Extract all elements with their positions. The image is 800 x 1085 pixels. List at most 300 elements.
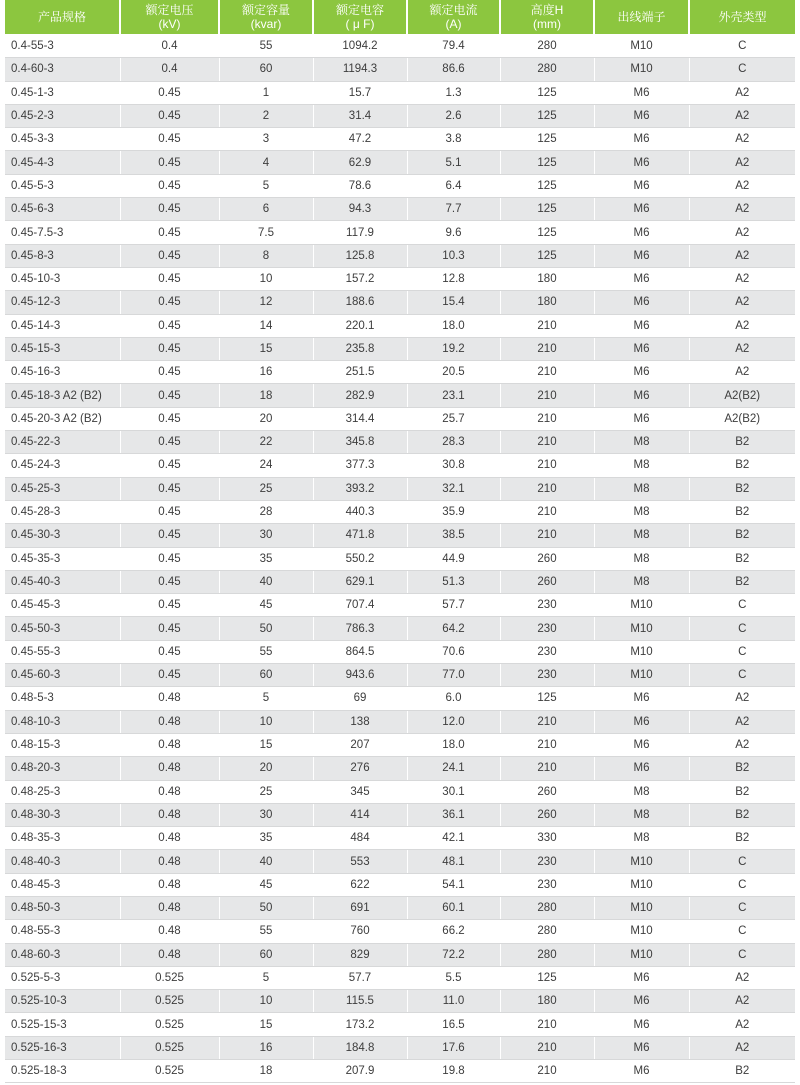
table-row (5, 407, 795, 430)
cell-terminal: M10 (594, 58, 689, 81)
cell-rated-capacitance: 864.5 (313, 640, 407, 663)
cell-rated-current: 5.1 (407, 151, 500, 174)
cell-rated-capacitance: 691 (313, 896, 407, 919)
cell-terminal: M10 (594, 873, 689, 896)
cell-rated-capacitance: 57.7 (313, 966, 407, 989)
cell-housing-type: A2(B2) (689, 384, 795, 407)
cell-rated-capacitance: 235.8 (313, 337, 407, 360)
cell-height: 210 (500, 524, 594, 547)
cell-housing-type: A2 (689, 174, 795, 197)
table-row (5, 803, 795, 826)
cell-rated-capacity: 40 (219, 850, 313, 873)
cell-rated-capacitance: 707.4 (313, 594, 407, 617)
table-row (5, 174, 795, 197)
cell-rated-current: 77.0 (407, 664, 500, 687)
table-row (5, 477, 795, 500)
cell-terminal: M8 (594, 803, 689, 826)
cell-rated-capacity: 40 (219, 570, 313, 593)
cell-rated-capacitance: 69 (313, 687, 407, 710)
cell-rated-voltage: 0.45 (120, 174, 219, 197)
cell-rated-voltage: 0.45 (120, 570, 219, 593)
cell-housing-type: C (689, 943, 795, 966)
cell-housing-type: A2 (689, 291, 795, 314)
cell-model: 0.45-14-3 (5, 314, 120, 337)
cell-rated-capacitance: 15.7 (313, 81, 407, 104)
cell-housing-type: A2 (689, 267, 795, 290)
cell-rated-capacity: 25 (219, 780, 313, 803)
cell-rated-capacitance: 282.9 (313, 384, 407, 407)
spec-sheet (5, 0, 795, 1083)
cell-housing-type: C (689, 896, 795, 919)
cell-terminal: M8 (594, 827, 689, 850)
header-label: 出线端子 (617, 10, 666, 24)
cell-housing-type: B2 (689, 1060, 795, 1083)
cell-model: 0.45-10-3 (5, 267, 120, 290)
cell-housing-type: A2 (689, 314, 795, 337)
cell-rated-capacitance: 553 (313, 850, 407, 873)
table-row (5, 640, 795, 663)
cell-rated-current: 12.8 (407, 267, 500, 290)
cell-rated-capacitance: 138 (313, 710, 407, 733)
cell-height: 280 (500, 896, 594, 919)
header-label: 额定电容 (335, 3, 384, 17)
cell-terminal: M6 (594, 104, 689, 127)
cell-rated-current: 48.1 (407, 850, 500, 873)
cell-height: 210 (500, 431, 594, 454)
cell-rated-current: 16.5 (407, 1013, 500, 1036)
cell-model: 0.45-12-3 (5, 291, 120, 314)
cell-rated-capacitance: 1194.3 (313, 58, 407, 81)
cell-rated-current: 19.2 (407, 337, 500, 360)
cell-rated-capacity: 45 (219, 594, 313, 617)
cell-terminal: M8 (594, 454, 689, 477)
cell-model: 0.45-55-3 (5, 640, 120, 663)
cell-rated-capacity: 12 (219, 291, 313, 314)
cell-height: 210 (500, 757, 594, 780)
table-row (5, 1013, 795, 1036)
cell-rated-capacitance: 31.4 (313, 104, 407, 127)
table-row (5, 827, 795, 850)
cell-rated-current: 3.8 (407, 128, 500, 151)
cell-terminal: M10 (594, 594, 689, 617)
header-label: 外壳类型 (718, 10, 767, 24)
cell-rated-capacity: 30 (219, 524, 313, 547)
table-row (5, 733, 795, 756)
cell-rated-current: 10.3 (407, 244, 500, 267)
cell-rated-current: 28.3 (407, 431, 500, 454)
cell-housing-type: B2 (689, 524, 795, 547)
cell-rated-voltage: 0.48 (120, 850, 219, 873)
cell-height: 125 (500, 966, 594, 989)
cell-rated-current: 36.1 (407, 803, 500, 826)
cell-height: 210 (500, 500, 594, 523)
cell-rated-current: 86.6 (407, 58, 500, 81)
cell-model: 0.48-40-3 (5, 850, 120, 873)
cell-terminal: M6 (594, 198, 689, 221)
table-row (5, 873, 795, 896)
cell-rated-capacity: 55 (219, 35, 313, 58)
cell-height: 260 (500, 780, 594, 803)
cell-model: 0.45-7.5-3 (5, 221, 120, 244)
cell-rated-capacitance: 188.6 (313, 291, 407, 314)
table-row (5, 267, 795, 290)
header-unit: (A) (445, 17, 462, 31)
cell-housing-type: A2 (689, 221, 795, 244)
cell-rated-capacity: 5 (219, 687, 313, 710)
cell-model: 0.48-35-3 (5, 827, 120, 850)
cell-model: 0.48-10-3 (5, 710, 120, 733)
cell-rated-capacity: 15 (219, 733, 313, 756)
cell-rated-capacity: 10 (219, 267, 313, 290)
cell-rated-current: 25.7 (407, 407, 500, 430)
table-row (5, 664, 795, 687)
cell-rated-capacitance: 251.5 (313, 361, 407, 384)
cell-rated-capacitance: 220.1 (313, 314, 407, 337)
cell-housing-type: C (689, 58, 795, 81)
cell-housing-type: B2 (689, 757, 795, 780)
cell-rated-capacity: 35 (219, 547, 313, 570)
header-unit: ( μ F) (345, 17, 375, 31)
cell-rated-voltage: 0.48 (120, 920, 219, 943)
cell-housing-type: B2 (689, 477, 795, 500)
cell-rated-capacity: 30 (219, 803, 313, 826)
cell-terminal: M6 (594, 757, 689, 780)
cell-terminal: M6 (594, 267, 689, 290)
cell-terminal: M10 (594, 640, 689, 663)
cell-terminal: M6 (594, 314, 689, 337)
cell-housing-type: B2 (689, 500, 795, 523)
cell-rated-voltage: 0.525 (120, 1013, 219, 1036)
cell-rated-voltage: 0.45 (120, 104, 219, 127)
cell-rated-current: 18.0 (407, 733, 500, 756)
table-row (5, 291, 795, 314)
cell-terminal: M10 (594, 920, 689, 943)
cell-rated-current: 51.3 (407, 570, 500, 593)
cell-rated-current: 38.5 (407, 524, 500, 547)
cell-rated-capacitance: 345.8 (313, 431, 407, 454)
cell-height: 280 (500, 920, 594, 943)
cell-height: 180 (500, 267, 594, 290)
cell-terminal: M6 (594, 733, 689, 756)
cell-rated-capacity: 10 (219, 710, 313, 733)
cell-rated-capacity: 6 (219, 198, 313, 221)
cell-rated-capacitance: 786.3 (313, 617, 407, 640)
cell-model: 0.45-15-3 (5, 337, 120, 360)
cell-rated-current: 11.0 (407, 990, 500, 1013)
cell-housing-type: A2 (689, 1013, 795, 1036)
header-cell-height (500, 0, 594, 35)
cell-height: 210 (500, 407, 594, 430)
cell-rated-capacitance: 393.2 (313, 477, 407, 500)
cell-terminal: M8 (594, 524, 689, 547)
cell-housing-type: B2 (689, 570, 795, 593)
cell-height: 230 (500, 594, 594, 617)
cell-rated-current: 32.1 (407, 477, 500, 500)
header-cell-terminal (594, 0, 689, 35)
cell-housing-type: C (689, 35, 795, 58)
cell-housing-type: B2 (689, 454, 795, 477)
cell-housing-type: B2 (689, 780, 795, 803)
table-row (5, 384, 795, 407)
header-row (5, 0, 795, 35)
cell-rated-current: 19.8 (407, 1060, 500, 1083)
cell-rated-current: 44.9 (407, 547, 500, 570)
cell-rated-capacity: 2 (219, 104, 313, 127)
table-row (5, 500, 795, 523)
table-row (5, 920, 795, 943)
cell-rated-current: 6.0 (407, 687, 500, 710)
cell-height: 210 (500, 314, 594, 337)
cell-rated-current: 2.6 (407, 104, 500, 127)
cell-rated-current: 6.4 (407, 174, 500, 197)
cell-terminal: M6 (594, 687, 689, 710)
cell-rated-voltage: 0.48 (120, 733, 219, 756)
cell-housing-type: C (689, 640, 795, 663)
cell-housing-type: B2 (689, 547, 795, 570)
cell-rated-capacitance: 414 (313, 803, 407, 826)
cell-housing-type: C (689, 617, 795, 640)
table-row (5, 58, 795, 81)
cell-model: 0.525-16-3 (5, 1036, 120, 1059)
cell-housing-type: A2 (689, 710, 795, 733)
cell-model: 0.48-30-3 (5, 803, 120, 826)
cell-terminal: M6 (594, 966, 689, 989)
cell-rated-voltage: 0.45 (120, 244, 219, 267)
cell-rated-capacity: 45 (219, 873, 313, 896)
cell-model: 0.45-60-3 (5, 664, 120, 687)
cell-rated-voltage: 0.45 (120, 384, 219, 407)
cell-rated-capacitance: 345 (313, 780, 407, 803)
cell-rated-capacity: 10 (219, 990, 313, 1013)
cell-model: 0.45-22-3 (5, 431, 120, 454)
cell-height: 125 (500, 244, 594, 267)
table-row (5, 81, 795, 104)
cell-housing-type: A2 (689, 733, 795, 756)
cell-rated-capacity: 16 (219, 361, 313, 384)
header-unit: (kV) (158, 17, 181, 31)
cell-height: 210 (500, 1036, 594, 1059)
cell-rated-capacitance: 550.2 (313, 547, 407, 570)
cell-model: 0.45-35-3 (5, 547, 120, 570)
header-cell-rated-current (407, 0, 500, 35)
cell-terminal: M6 (594, 151, 689, 174)
cell-housing-type: A2 (689, 104, 795, 127)
cell-rated-capacitance: 314.4 (313, 407, 407, 430)
cell-rated-capacity: 18 (219, 384, 313, 407)
cell-height: 125 (500, 81, 594, 104)
cell-height: 230 (500, 640, 594, 663)
cell-rated-capacitance: 173.2 (313, 1013, 407, 1036)
cell-rated-voltage: 0.45 (120, 337, 219, 360)
cell-rated-voltage: 0.45 (120, 640, 219, 663)
cell-height: 230 (500, 873, 594, 896)
cell-rated-capacitance: 276 (313, 757, 407, 780)
cell-model: 0.45-25-3 (5, 477, 120, 500)
cell-height: 280 (500, 943, 594, 966)
cell-model: 0.525-10-3 (5, 990, 120, 1013)
cell-rated-capacitance: 94.3 (313, 198, 407, 221)
cell-rated-current: 20.5 (407, 361, 500, 384)
cell-rated-capacity: 3 (219, 128, 313, 151)
cell-housing-type: A2 (689, 151, 795, 174)
cell-rated-voltage: 0.45 (120, 151, 219, 174)
table-row (5, 850, 795, 873)
cell-height: 210 (500, 454, 594, 477)
cell-rated-capacity: 55 (219, 640, 313, 663)
cell-rated-current: 17.6 (407, 1036, 500, 1059)
cell-height: 230 (500, 617, 594, 640)
cell-rated-current: 7.7 (407, 198, 500, 221)
cell-rated-voltage: 0.45 (120, 81, 219, 104)
cell-rated-capacity: 15 (219, 1013, 313, 1036)
cell-terminal: M6 (594, 1060, 689, 1083)
cell-rated-voltage: 0.48 (120, 827, 219, 850)
cell-terminal: M6 (594, 384, 689, 407)
table-row (5, 780, 795, 803)
cell-rated-voltage: 0.45 (120, 500, 219, 523)
table-row (5, 151, 795, 174)
cell-rated-voltage: 0.4 (120, 58, 219, 81)
cell-rated-capacitance: 629.1 (313, 570, 407, 593)
table-row (5, 104, 795, 127)
table-row (5, 594, 795, 617)
cell-rated-current: 64.2 (407, 617, 500, 640)
cell-rated-current: 24.1 (407, 757, 500, 780)
cell-height: 210 (500, 337, 594, 360)
table-row (5, 431, 795, 454)
table-row (5, 361, 795, 384)
cell-model: 0.48-15-3 (5, 733, 120, 756)
cell-rated-voltage: 0.525 (120, 1060, 219, 1083)
table-row (5, 990, 795, 1013)
cell-terminal: M8 (594, 570, 689, 593)
header-label: 高度H (530, 3, 564, 17)
table-row (5, 198, 795, 221)
cell-height: 125 (500, 174, 594, 197)
table-row (5, 244, 795, 267)
cell-rated-capacitance: 115.5 (313, 990, 407, 1013)
cell-rated-current: 57.7 (407, 594, 500, 617)
cell-model: 0.45-5-3 (5, 174, 120, 197)
cell-height: 125 (500, 151, 594, 174)
cell-rated-capacity: 15 (219, 337, 313, 360)
cell-rated-current: 30.1 (407, 780, 500, 803)
cell-housing-type: A2 (689, 966, 795, 989)
cell-rated-current: 54.1 (407, 873, 500, 896)
cell-model: 0.45-2-3 (5, 104, 120, 127)
header-label: 额定电压 (145, 3, 194, 17)
cell-rated-voltage: 0.45 (120, 221, 219, 244)
cell-terminal: M10 (594, 850, 689, 873)
header-label: 额定电流 (429, 3, 478, 17)
cell-rated-capacitance: 943.6 (313, 664, 407, 687)
cell-rated-voltage: 0.45 (120, 664, 219, 687)
cell-housing-type: A2 (689, 990, 795, 1013)
cell-terminal: M8 (594, 547, 689, 570)
cell-terminal: M10 (594, 943, 689, 966)
cell-housing-type: B2 (689, 827, 795, 850)
table-row (5, 687, 795, 710)
cell-rated-capacitance: 62.9 (313, 151, 407, 174)
cell-housing-type: A2 (689, 687, 795, 710)
cell-housing-type: A2 (689, 361, 795, 384)
cell-terminal: M6 (594, 990, 689, 1013)
cell-rated-capacitance: 829 (313, 943, 407, 966)
cell-height: 180 (500, 990, 594, 1013)
cell-height: 210 (500, 477, 594, 500)
table-row (5, 966, 795, 989)
cell-rated-current: 70.6 (407, 640, 500, 663)
cell-rated-current: 9.6 (407, 221, 500, 244)
cell-rated-voltage: 0.45 (120, 314, 219, 337)
cell-terminal: M8 (594, 477, 689, 500)
cell-rated-capacitance: 207.9 (313, 1060, 407, 1083)
cell-rated-capacitance: 484 (313, 827, 407, 850)
cell-terminal: M10 (594, 35, 689, 58)
cell-rated-capacitance: 157.2 (313, 267, 407, 290)
cell-height: 260 (500, 803, 594, 826)
cell-rated-capacitance: 760 (313, 920, 407, 943)
cell-rated-voltage: 0.48 (120, 710, 219, 733)
cell-rated-capacitance: 47.2 (313, 128, 407, 151)
cell-housing-type: A2(B2) (689, 407, 795, 430)
cell-rated-voltage: 0.48 (120, 896, 219, 919)
cell-rated-capacity: 4 (219, 151, 313, 174)
cell-housing-type: A2 (689, 337, 795, 360)
cell-model: 0.45-16-3 (5, 361, 120, 384)
header-cell-rated-capacitance (313, 0, 407, 35)
cell-rated-capacity: 60 (219, 943, 313, 966)
cell-terminal: M10 (594, 664, 689, 687)
cell-model: 0.45-30-3 (5, 524, 120, 547)
table-row (5, 943, 795, 966)
header-unit: (kvar) (250, 17, 282, 31)
header-cell-model (5, 0, 120, 35)
cell-rated-current: 15.4 (407, 291, 500, 314)
cell-terminal: M6 (594, 1013, 689, 1036)
cell-height: 230 (500, 850, 594, 873)
cell-terminal: M6 (594, 291, 689, 314)
cell-terminal: M6 (594, 361, 689, 384)
cell-terminal: M6 (594, 81, 689, 104)
cell-height: 125 (500, 128, 594, 151)
cell-rated-current: 18.0 (407, 314, 500, 337)
cell-model: 0.4-55-3 (5, 35, 120, 58)
cell-height: 260 (500, 570, 594, 593)
cell-rated-voltage: 0.45 (120, 431, 219, 454)
cell-model: 0.45-20-3 A2 (B2) (5, 407, 120, 430)
cell-rated-capacity: 18 (219, 1060, 313, 1083)
cell-height: 180 (500, 291, 594, 314)
cell-rated-capacity: 35 (219, 827, 313, 850)
cell-rated-capacitance: 471.8 (313, 524, 407, 547)
cell-rated-capacitance: 622 (313, 873, 407, 896)
cell-rated-capacity: 22 (219, 431, 313, 454)
cell-rated-capacitance: 207 (313, 733, 407, 756)
cell-rated-capacity: 20 (219, 757, 313, 780)
cell-model: 0.45-40-3 (5, 570, 120, 593)
cell-terminal: M6 (594, 407, 689, 430)
cell-housing-type: B2 (689, 803, 795, 826)
cell-rated-voltage: 0.45 (120, 547, 219, 570)
cell-rated-voltage: 0.45 (120, 617, 219, 640)
cell-housing-type: A2 (689, 128, 795, 151)
cell-rated-capacity: 14 (219, 314, 313, 337)
table-row (5, 757, 795, 780)
table-row (5, 454, 795, 477)
cell-model: 0.48-45-3 (5, 873, 120, 896)
cell-housing-type: C (689, 664, 795, 687)
